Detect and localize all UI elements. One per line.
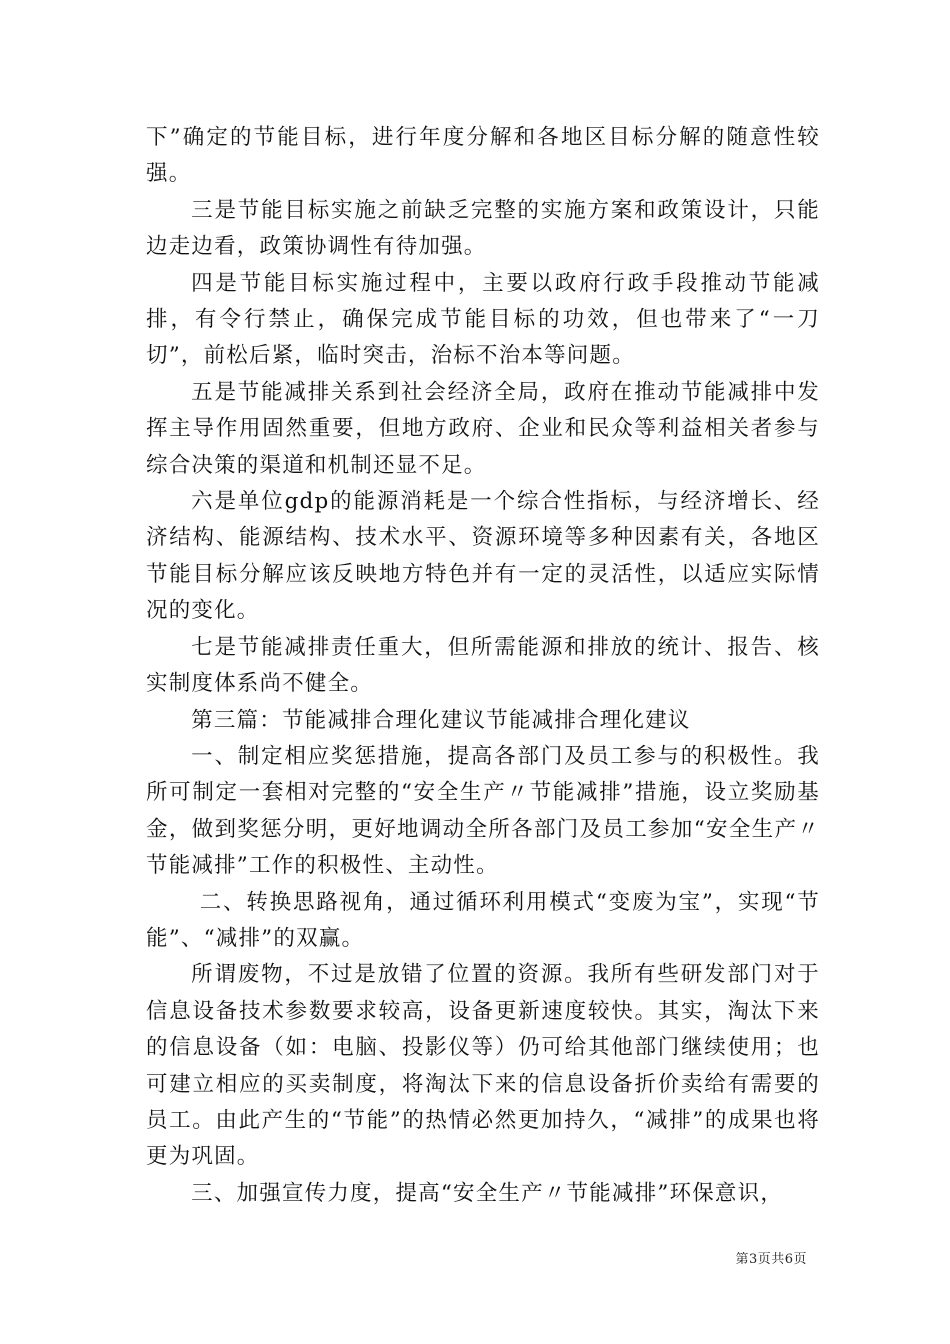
paragraph-continuation: 下”确定的节能目标，进行年度分解和各地区目标分解的随意性较强。 (146, 125, 820, 187)
paragraph-point-three: 三是节能目标实施之前缺乏完整的实施方案和政策设计，只能边走边看，政策协调性有待加强。 (146, 197, 820, 260)
document-body (146, 120, 820, 1212)
paragraph-waste-resources: 所谓废物，不过是放错了位置的资源。我所有些研发部门对于信息设备技术参数要求较高，设备更新速度较快。其实，淘汰下来的信息设备（如：电脑、投影仪等）仍可给其他部门继续使用；也可建立相应的买卖制度，将淘汰下来的信息设备折价卖给有需要的员工。由此产生的“节能”的热情必然更加持久，“减排”的成果也将更为巩固。 (146, 962, 820, 1170)
paragraph-point-five: 五是节能减排关系到社会经济全局，政府在推动节能减排中发挥主导作用固然重要，但地方政府、企业和民众等利益相关者参与综合决策的渠道和机制还显不足。 (146, 379, 820, 478)
section-heading: 第三篇：节能减排合理化建议节能减排合理化建议 (191, 707, 691, 733)
paragraph-point-seven: 七是节能减排责任重大，但所需能源和排放的统计、报告、核实制度体系尚不健全。 (146, 634, 820, 697)
paragraph-point-four: 四是节能目标实施过程中，主要以政府行政手段推动节能减排，有令行禁止，确保完成节能目标的功效，但也带来了“一刀切”，前松后紧，临时突击，治标不治本等问题。 (146, 270, 820, 369)
paragraph-suggestion-two: 二、转换思路视角，通过循环利用模式“变废为宝”，实现“节能”、“减排”的双赢。 (146, 889, 820, 951)
page-number-footer: 第3页共6页 (735, 1252, 807, 1267)
paragraph-suggestion-one: 一、制定相应奖惩措施，提高各部门及员工参与的积极性。我所可制定一套相对完整的“安全生产〃节能减排”措施，设立奖励基金，做到奖惩分明，更好地调动全所各部门及员工参加“安全生产〃节能减排”工作的积极性、主动性。 (146, 743, 820, 879)
paragraph-point-six: 六是单位gdp的能源消耗是一个综合性指标，与经济增长、经济结构、能源结构、技术水平、资源环境等多种因素有关，各地区节能目标分解应该反映地方特色并有一定的灵活性，以适应实际情况的变化。 (146, 489, 820, 624)
paragraph-suggestion-three: 三、加强宣传力度，提高“安全生产〃节能减排”环保意识， (191, 1180, 784, 1206)
